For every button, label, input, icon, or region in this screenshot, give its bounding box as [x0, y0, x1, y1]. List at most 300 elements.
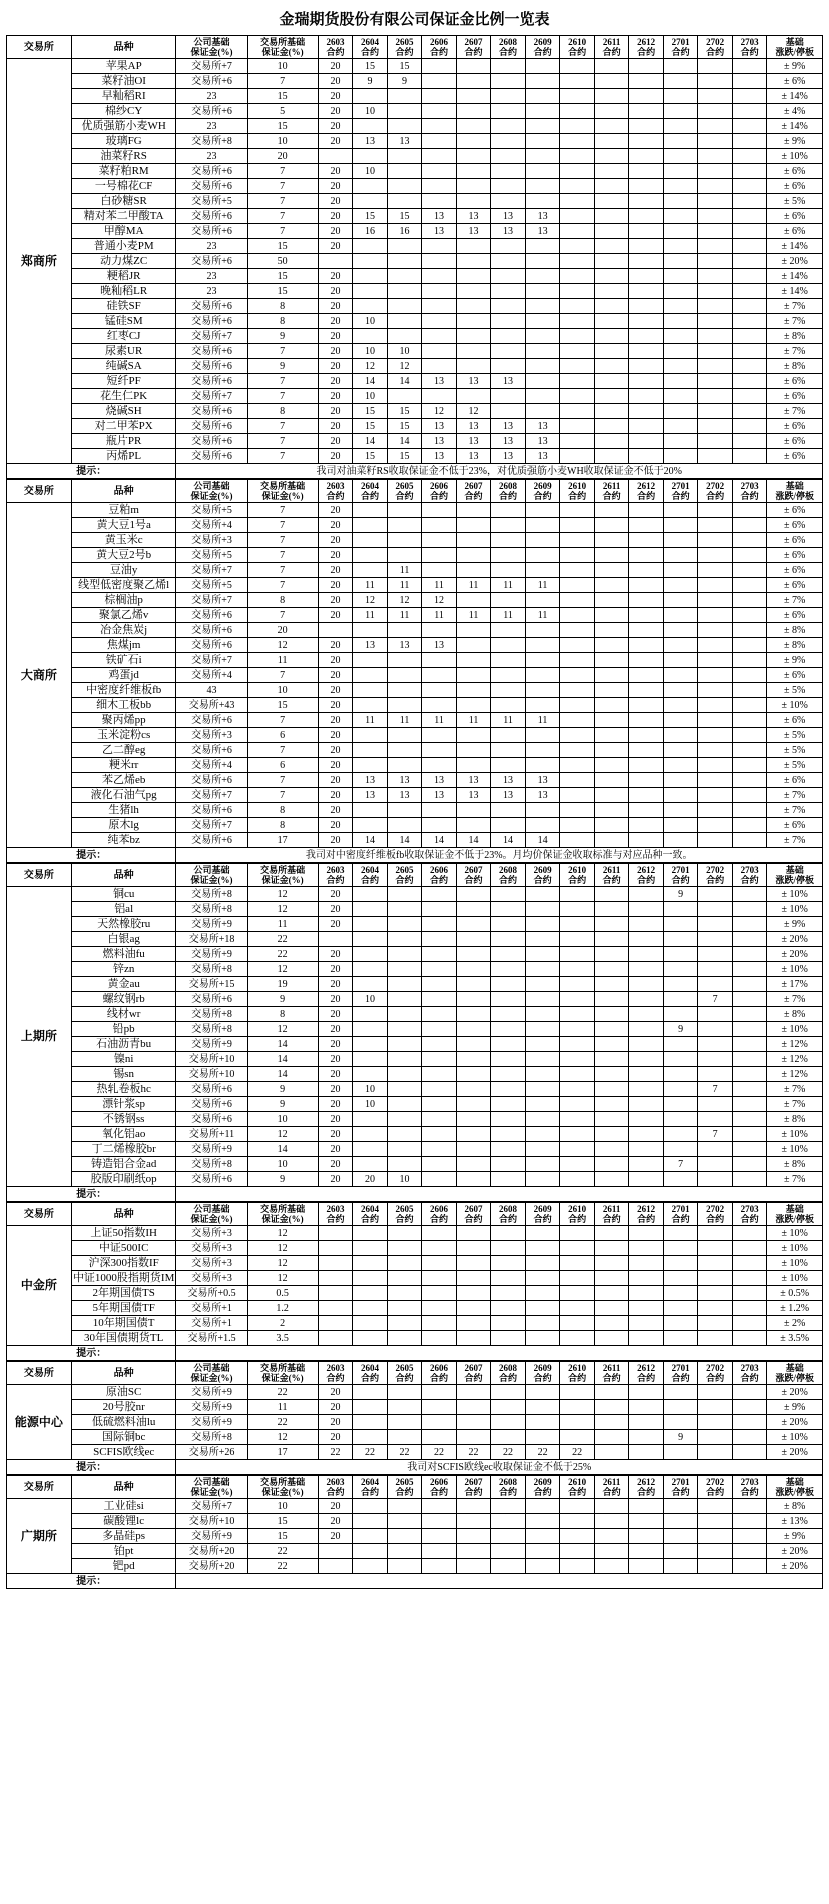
price-limit: ± 6%	[767, 668, 823, 683]
month-margin-2603: 20	[318, 209, 353, 224]
month-margin-2610	[560, 239, 595, 254]
price-limit: ± 10%	[767, 962, 823, 977]
month-margin-2606: 22	[422, 1445, 457, 1460]
month-margin-2612	[629, 134, 664, 149]
month-margin-2604	[353, 962, 388, 977]
month-margin-2603	[318, 254, 353, 269]
month-margin-2703	[732, 1022, 767, 1037]
header-exchange-base: 交易所基础 保证金(%)	[247, 480, 318, 503]
month-margin-2609	[525, 1052, 560, 1067]
company-margin: 交易所+3	[176, 1241, 247, 1256]
month-margin-2605	[387, 194, 422, 209]
month-margin-2605	[387, 1067, 422, 1082]
company-margin: 交易所+9	[176, 1142, 247, 1157]
month-margin-2603	[318, 1316, 353, 1331]
table-row	[7, 638, 823, 653]
month-margin-2607	[456, 887, 491, 902]
month-margin-2609	[525, 1430, 560, 1445]
month-margin-2606	[422, 359, 457, 374]
month-margin-2612	[629, 1082, 664, 1097]
month-margin-2605	[387, 269, 422, 284]
month-margin-2604	[353, 758, 388, 773]
product-name: 国际铜bc	[71, 1430, 176, 1445]
month-margin-2608: 11	[491, 608, 526, 623]
month-margin-2701	[663, 1097, 698, 1112]
month-margin-2701	[663, 284, 698, 299]
company-margin: 交易所+8	[176, 134, 247, 149]
month-margin-2702	[698, 638, 733, 653]
month-margin-2610	[560, 773, 595, 788]
month-margin-2610	[560, 977, 595, 992]
company-margin: 交易所+6	[176, 803, 247, 818]
company-margin: 交易所+8	[176, 1157, 247, 1172]
month-margin-2604	[353, 1286, 388, 1301]
month-margin-2608: 14	[491, 833, 526, 848]
month-margin-2603	[318, 1226, 353, 1241]
month-margin-2608	[491, 1385, 526, 1400]
month-margin-2702	[698, 1007, 733, 1022]
month-margin-2702	[698, 299, 733, 314]
month-margin-2610	[560, 803, 595, 818]
month-margin-2611	[594, 1286, 629, 1301]
product-name: 优质强筋小麦WH	[71, 119, 176, 134]
month-margin-2610	[560, 623, 595, 638]
month-margin-2608	[491, 1112, 526, 1127]
month-margin-2611	[594, 833, 629, 848]
month-margin-2703	[732, 194, 767, 209]
month-margin-2603: 20	[318, 89, 353, 104]
exchange-name: 中金所	[7, 1226, 72, 1346]
month-margin-2604	[353, 548, 388, 563]
month-margin-2606	[422, 563, 457, 578]
product-name: 晚籼稻LR	[71, 284, 176, 299]
month-margin-2607	[456, 149, 491, 164]
month-margin-2607	[456, 194, 491, 209]
product-name: 细木工板bb	[71, 698, 176, 713]
product-name: 白砂糖SR	[71, 194, 176, 209]
month-margin-2612	[629, 1559, 664, 1574]
month-margin-2609: 11	[525, 713, 560, 728]
product-name: 动力煤ZC	[71, 254, 176, 269]
month-margin-2703	[732, 728, 767, 743]
margin-table	[6, 863, 823, 1202]
month-margin-2701	[663, 344, 698, 359]
company-margin: 交易所+3	[176, 1271, 247, 1286]
price-limit: ± 8%	[767, 1157, 823, 1172]
month-margin-2701	[663, 593, 698, 608]
month-margin-2703	[732, 1097, 767, 1112]
exchange-margin: 7	[247, 578, 318, 593]
product-name: 碳酸锂lc	[71, 1514, 176, 1529]
month-margin-2608	[491, 314, 526, 329]
month-margin-2701	[663, 119, 698, 134]
month-margin-2701	[663, 419, 698, 434]
month-margin-2604: 10	[353, 992, 388, 1007]
month-margin-2606	[422, 164, 457, 179]
exchange-margin: 6	[247, 758, 318, 773]
month-margin-2612	[629, 1022, 664, 1037]
exchange-margin: 7	[247, 668, 318, 683]
month-margin-2603: 20	[318, 818, 353, 833]
exchange-margin: 7	[247, 518, 318, 533]
month-margin-2609	[525, 1082, 560, 1097]
month-margin-2701	[663, 1559, 698, 1574]
month-margin-2605	[387, 1301, 422, 1316]
month-margin-2605: 13	[387, 773, 422, 788]
company-margin: 交易所+7	[176, 593, 247, 608]
month-margin-2605	[387, 977, 422, 992]
table-row	[7, 887, 823, 902]
month-margin-2703	[732, 389, 767, 404]
month-margin-2611	[594, 713, 629, 728]
month-margin-2611	[594, 344, 629, 359]
month-margin-2606	[422, 758, 457, 773]
table-row	[7, 563, 823, 578]
exchange-margin: 12	[247, 1127, 318, 1142]
company-margin: 交易所+6	[176, 419, 247, 434]
month-margin-2608	[491, 728, 526, 743]
month-margin-2605	[387, 1514, 422, 1529]
month-margin-2611	[594, 1097, 629, 1112]
month-margin-2608: 13	[491, 434, 526, 449]
month-margin-2604: 13	[353, 638, 388, 653]
month-margin-2703	[732, 902, 767, 917]
header-company-base: 公司基础 保证金(%)	[176, 480, 247, 503]
product-name: 铸造铝合金ad	[71, 1157, 176, 1172]
month-margin-2607	[456, 1172, 491, 1187]
month-margin-2606	[422, 1529, 457, 1544]
month-margin-2610	[560, 359, 595, 374]
price-limit: ± 6%	[767, 74, 823, 89]
month-margin-2702	[698, 1514, 733, 1529]
exchange-margin: 3.5	[247, 1331, 318, 1346]
company-margin: 交易所+8	[176, 887, 247, 902]
month-margin-2609: 22	[525, 1445, 560, 1460]
month-margin-2610	[560, 179, 595, 194]
month-margin-2609: 13	[525, 773, 560, 788]
month-margin-2607	[456, 134, 491, 149]
month-margin-2610	[560, 992, 595, 1007]
month-margin-2605: 11	[387, 608, 422, 623]
table-row	[7, 1316, 823, 1331]
month-margin-2608	[491, 947, 526, 962]
month-margin-2608	[491, 1430, 526, 1445]
product-name: 普通小麦PM	[71, 239, 176, 254]
month-margin-2703	[732, 269, 767, 284]
month-margin-2603: 20	[318, 1127, 353, 1142]
price-limit: ± 14%	[767, 239, 823, 254]
company-margin: 交易所+9	[176, 1529, 247, 1544]
price-limit: ± 10%	[767, 902, 823, 917]
header-month-2703: 2703 合约	[732, 1476, 767, 1499]
month-margin-2612	[629, 713, 664, 728]
month-margin-2702	[698, 1544, 733, 1559]
month-margin-2609	[525, 638, 560, 653]
month-margin-2607: 11	[456, 608, 491, 623]
month-margin-2607	[456, 1142, 491, 1157]
month-margin-2701	[663, 743, 698, 758]
price-limit: ± 6%	[767, 518, 823, 533]
price-limit: ± 8%	[767, 623, 823, 638]
month-margin-2607	[456, 1559, 491, 1574]
month-margin-2605	[387, 1007, 422, 1022]
product-name: 天然橡胶ru	[71, 917, 176, 932]
month-margin-2606	[422, 668, 457, 683]
month-margin-2609	[525, 962, 560, 977]
month-margin-2606	[422, 1544, 457, 1559]
header-month-2607: 2607 合约	[456, 1203, 491, 1226]
month-margin-2703	[732, 104, 767, 119]
month-margin-2612	[629, 758, 664, 773]
header-month-2608: 2608 合约	[491, 1203, 526, 1226]
tip-text	[176, 1346, 823, 1361]
month-margin-2612	[629, 239, 664, 254]
price-limit: ± 4%	[767, 104, 823, 119]
month-margin-2605	[387, 1385, 422, 1400]
month-margin-2703	[732, 419, 767, 434]
company-margin: 交易所+26	[176, 1445, 247, 1460]
month-margin-2608	[491, 503, 526, 518]
header-month-2702: 2702 合约	[698, 1203, 733, 1226]
month-margin-2610	[560, 134, 595, 149]
month-margin-2605	[387, 1241, 422, 1256]
month-margin-2611	[594, 1415, 629, 1430]
month-margin-2611	[594, 1559, 629, 1574]
month-margin-2703	[732, 209, 767, 224]
month-margin-2606: 13	[422, 788, 457, 803]
header-price-limit: 基础 涨跌/停板	[767, 36, 823, 59]
month-margin-2604: 15	[353, 209, 388, 224]
month-margin-2603: 20	[318, 119, 353, 134]
product-name: 黄大豆1号a	[71, 518, 176, 533]
month-margin-2609	[525, 104, 560, 119]
header-month-2606: 2606 合约	[422, 1362, 457, 1385]
month-margin-2607	[456, 1301, 491, 1316]
company-margin: 交易所+6	[176, 608, 247, 623]
month-margin-2702	[698, 209, 733, 224]
month-margin-2607	[456, 1415, 491, 1430]
month-margin-2605: 14	[387, 833, 422, 848]
table-row	[7, 1544, 823, 1559]
month-margin-2703	[732, 1286, 767, 1301]
month-margin-2607	[456, 683, 491, 698]
month-margin-2701	[663, 668, 698, 683]
month-margin-2610	[560, 932, 595, 947]
product-name: 硅铁SF	[71, 299, 176, 314]
month-margin-2703	[732, 344, 767, 359]
month-margin-2610	[560, 1430, 595, 1445]
month-margin-2610	[560, 1385, 595, 1400]
exchange-margin: 14	[247, 1142, 318, 1157]
table-row	[7, 134, 823, 149]
month-margin-2606	[422, 89, 457, 104]
month-margin-2609	[525, 179, 560, 194]
month-margin-2610	[560, 1172, 595, 1187]
exchange-margin: 7	[247, 224, 318, 239]
month-margin-2612	[629, 1544, 664, 1559]
month-margin-2603	[318, 1559, 353, 1574]
month-margin-2604	[353, 1112, 388, 1127]
month-margin-2608	[491, 269, 526, 284]
month-margin-2606	[422, 1499, 457, 1514]
month-margin-2604: 12	[353, 359, 388, 374]
month-margin-2611	[594, 1445, 629, 1460]
header-month-2606: 2606 合约	[422, 36, 457, 59]
tip-text	[176, 1187, 823, 1202]
product-name: 棕榈油p	[71, 593, 176, 608]
month-margin-2701	[663, 389, 698, 404]
exchange-margin: 12	[247, 1241, 318, 1256]
price-limit: ± 20%	[767, 1559, 823, 1574]
month-margin-2701	[663, 713, 698, 728]
month-margin-2606	[422, 299, 457, 314]
month-margin-2603: 20	[318, 788, 353, 803]
month-margin-2606: 11	[422, 578, 457, 593]
month-margin-2608	[491, 638, 526, 653]
month-margin-2607: 11	[456, 713, 491, 728]
month-margin-2609	[525, 1007, 560, 1022]
month-margin-2610	[560, 788, 595, 803]
table-row	[7, 818, 823, 833]
month-margin-2701	[663, 533, 698, 548]
header-month-2604: 2604 合约	[353, 1203, 388, 1226]
exchange-margin: 15	[247, 1514, 318, 1529]
month-margin-2606: 13	[422, 449, 457, 464]
price-limit: ± 6%	[767, 389, 823, 404]
month-margin-2606	[422, 269, 457, 284]
month-margin-2608	[491, 1007, 526, 1022]
month-margin-2608	[491, 593, 526, 608]
month-margin-2610	[560, 314, 595, 329]
price-limit: ± 7%	[767, 404, 823, 419]
product-name: 精对苯二甲酸TA	[71, 209, 176, 224]
month-margin-2702	[698, 449, 733, 464]
month-margin-2701	[663, 1127, 698, 1142]
month-margin-2703	[732, 758, 767, 773]
month-margin-2608	[491, 1142, 526, 1157]
month-margin-2605	[387, 932, 422, 947]
product-name: 工业硅si	[71, 1499, 176, 1514]
month-margin-2702	[698, 164, 733, 179]
month-margin-2609: 13	[525, 419, 560, 434]
header-month-2608: 2608 合约	[491, 864, 526, 887]
month-margin-2701	[663, 179, 698, 194]
month-margin-2702	[698, 1142, 733, 1157]
month-margin-2609	[525, 389, 560, 404]
header-month-2608: 2608 合约	[491, 1362, 526, 1385]
month-margin-2606	[422, 1067, 457, 1082]
header-price-limit: 基础 涨跌/停板	[767, 864, 823, 887]
product-name: 20号胶nr	[71, 1400, 176, 1415]
exchange-margin: 7	[247, 503, 318, 518]
month-margin-2606: 11	[422, 713, 457, 728]
table-row	[7, 374, 823, 389]
product-name: 镍ni	[71, 1052, 176, 1067]
month-margin-2701	[663, 653, 698, 668]
month-margin-2603: 20	[318, 344, 353, 359]
month-margin-2607	[456, 1400, 491, 1415]
exchange-margin: 50	[247, 254, 318, 269]
month-margin-2612	[629, 314, 664, 329]
month-margin-2605	[387, 1544, 422, 1559]
month-margin-2609	[525, 1400, 560, 1415]
company-margin: 交易所+6	[176, 992, 247, 1007]
product-name: 30年国债期货TL	[71, 1331, 176, 1346]
month-margin-2701	[663, 1007, 698, 1022]
month-margin-2607: 13	[456, 224, 491, 239]
month-margin-2612	[629, 1316, 664, 1331]
month-margin-2702	[698, 1529, 733, 1544]
month-margin-2702	[698, 947, 733, 962]
price-limit: ± 6%	[767, 818, 823, 833]
month-margin-2610	[560, 1022, 595, 1037]
company-margin: 交易所+4	[176, 668, 247, 683]
header-month-2612: 2612 合约	[629, 1362, 664, 1385]
month-margin-2604: 10	[353, 314, 388, 329]
month-margin-2604	[353, 503, 388, 518]
month-margin-2610	[560, 548, 595, 563]
product-name: 红枣CJ	[71, 329, 176, 344]
month-margin-2605	[387, 668, 422, 683]
month-margin-2611	[594, 404, 629, 419]
month-margin-2608: 13	[491, 224, 526, 239]
month-margin-2701	[663, 962, 698, 977]
month-margin-2604	[353, 1157, 388, 1172]
table-row	[7, 434, 823, 449]
header-month-2603: 2603 合约	[318, 36, 353, 59]
month-margin-2611	[594, 1172, 629, 1187]
month-margin-2609: 11	[525, 578, 560, 593]
table-row	[7, 713, 823, 728]
margin-table	[6, 479, 823, 863]
header-month-2611: 2611 合约	[594, 480, 629, 503]
month-margin-2703	[732, 1241, 767, 1256]
month-margin-2608: 11	[491, 578, 526, 593]
month-margin-2610	[560, 818, 595, 833]
month-margin-2605	[387, 683, 422, 698]
month-margin-2610	[560, 1286, 595, 1301]
month-margin-2701	[663, 1241, 698, 1256]
price-limit: ± 9%	[767, 653, 823, 668]
month-margin-2606	[422, 743, 457, 758]
table-row	[7, 389, 823, 404]
header-month-2703: 2703 合约	[732, 480, 767, 503]
header-product: 品种	[71, 1203, 176, 1226]
month-margin-2608: 13	[491, 773, 526, 788]
month-margin-2611	[594, 698, 629, 713]
month-margin-2702	[698, 1415, 733, 1430]
price-limit: ± 7%	[767, 344, 823, 359]
month-margin-2603: 20	[318, 359, 353, 374]
month-margin-2611	[594, 773, 629, 788]
month-margin-2610	[560, 683, 595, 698]
product-name: 5年期国债TF	[71, 1301, 176, 1316]
month-margin-2605: 15	[387, 404, 422, 419]
month-margin-2611	[594, 743, 629, 758]
month-margin-2701	[663, 149, 698, 164]
month-margin-2605	[387, 104, 422, 119]
exchange-margin: 14	[247, 1067, 318, 1082]
month-margin-2612	[629, 1157, 664, 1172]
month-margin-2609	[525, 149, 560, 164]
exchange-margin: 7	[247, 374, 318, 389]
price-limit: ± 7%	[767, 788, 823, 803]
header-month-2605: 2605 合约	[387, 1362, 422, 1385]
month-margin-2610	[560, 1157, 595, 1172]
month-margin-2610	[560, 1007, 595, 1022]
price-limit: ± 17%	[767, 977, 823, 992]
month-margin-2603: 20	[318, 578, 353, 593]
